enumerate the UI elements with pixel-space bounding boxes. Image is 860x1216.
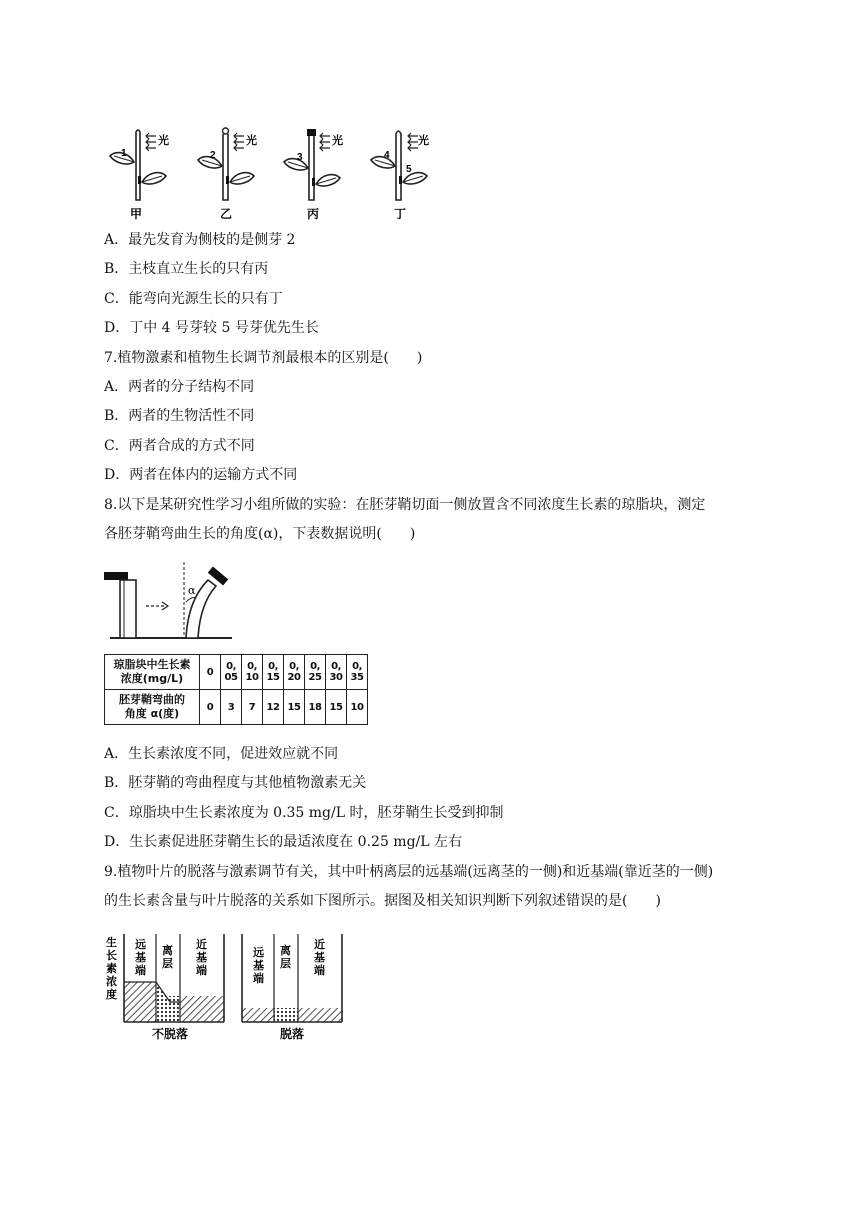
q9-stem-line2: 的生长素含量与叶片脱落的关系如下图所示。据图及相关知识判断下列叙述错误的是( ) (104, 893, 661, 909)
q7-option-d: D．两者在体内的运输方式不同 (104, 467, 298, 483)
table-header-concentration: 琼脂块中生长素 (113, 658, 191, 671)
svg-text:端: 端 (135, 964, 146, 977)
bud-label-1: 1 (121, 148, 127, 159)
svg-text:端: 端 (314, 964, 325, 977)
light-label: 光 (158, 134, 169, 147)
q7-option-b: B．两者的生物活性不同 (104, 408, 255, 424)
q8-option-a: A．生长素浓度不同，促进效应就不同 (104, 746, 339, 762)
shoot-ding (371, 131, 429, 221)
panel-not-abscised (124, 934, 224, 1041)
abscission-figure (104, 930, 352, 1042)
shoot-yi (198, 128, 257, 221)
q8-option-c: C．琼脂块中生长素浓度为 0.35 mg/L 时，胚芽鞘生长受到抑制 (104, 805, 504, 821)
q8-stem-line1: 8.以下是某研究性学习小组所做的实验：在胚芽鞘切面一侧放置含不同浓度生长素的琼脂块，测定 (104, 497, 706, 513)
svg-text:基: 基 (253, 959, 264, 972)
table-row (105, 690, 368, 725)
table-header-concentration-unit: 浓度(mg/L) (120, 672, 184, 685)
shoot-jia (110, 130, 169, 221)
light-label: 光 (418, 134, 429, 147)
table-header-angle-unit: 角度 α(度) (124, 707, 180, 720)
svg-text:基: 基 (196, 951, 207, 964)
svg-text:长: 长 (106, 949, 117, 962)
caption-abscised: 脱落 (280, 1027, 305, 1041)
col-layer-label: 离 (162, 944, 173, 957)
table-cell: 3 (221, 690, 242, 725)
bud-label-4: 4 (384, 150, 390, 161)
q8-stem-line2: 各胚芽鞘弯曲生长的角度(α)，下表数据说明( ) (104, 526, 416, 542)
panel-abscised (242, 934, 342, 1041)
table-header-angle: 胚芽鞘弯曲的 (119, 693, 185, 706)
svg-text:素: 素 (106, 962, 117, 975)
table-cell: 0, 15 (263, 655, 284, 690)
svg-text:端: 端 (253, 972, 264, 985)
table-cell: 10 (347, 690, 368, 725)
alpha-label: α (188, 584, 196, 597)
label-ding: 丁 (394, 207, 407, 221)
label-jia: 甲 (130, 207, 143, 221)
light-label: 光 (332, 134, 343, 147)
q6-option-a: A．最先发育为侧枝的是侧芽 2 (104, 232, 296, 248)
svg-text:基: 基 (314, 951, 325, 964)
table-cell: 15 (284, 690, 305, 725)
coleoptile-figure (104, 560, 236, 642)
y-axis-label (106, 935, 117, 1001)
svg-text:层: 层 (162, 957, 173, 970)
svg-text:离: 离 (280, 944, 291, 957)
table-cell: 0, 25 (305, 655, 326, 690)
q7-option-a: A．两者的分子结构不同 (104, 379, 255, 395)
q8-option-d: D．生长素促进胚芽鞘生长的最适浓度在 0.25 mg/L 左右 (104, 834, 462, 850)
svg-text:度: 度 (106, 988, 117, 1001)
bud-label-5: 5 (406, 164, 412, 175)
table-cell: 0, 10 (242, 655, 263, 690)
table-cell: 18 (305, 690, 326, 725)
svg-text:生: 生 (106, 936, 117, 949)
col-near-label: 近 (196, 938, 207, 951)
table-cell: 0, 20 (284, 655, 305, 690)
table-cell: 7 (242, 690, 263, 725)
q6-option-c: C．能弯向光源生长的只有丁 (104, 291, 283, 307)
svg-text:近: 近 (314, 938, 325, 951)
table-cell: 0, 30 (326, 655, 347, 690)
svg-text:层: 层 (280, 957, 291, 970)
caption-not-abscised: 不脱落 (152, 1027, 189, 1041)
svg-text:远: 远 (253, 946, 264, 959)
table-row (105, 655, 368, 690)
bud-label-2: 2 (210, 150, 216, 161)
shoot-bing (284, 129, 343, 221)
table-cell: 15 (326, 690, 347, 725)
q6-option-b: B．主枝直立生长的只有丙 (104, 261, 269, 277)
table-cell: 0, 35 (347, 655, 368, 690)
table-cell: 0, 05 (221, 655, 242, 690)
svg-text:端: 端 (196, 964, 207, 977)
light-label: 光 (246, 134, 257, 147)
label-bing: 丙 (307, 207, 320, 221)
bud-label-3: 3 (297, 152, 303, 163)
q7-stem: 7.植物激素和植物生长调节剂最根本的区别是( ) (104, 350, 423, 366)
label-yi: 乙 (220, 207, 233, 221)
table-cell: 0 (200, 690, 221, 725)
table-cell: 12 (263, 690, 284, 725)
table-cell: 0 (200, 655, 221, 690)
col-far-label: 远 (135, 938, 146, 951)
shoot-light-figure (100, 126, 440, 224)
q8-data-table (104, 654, 368, 725)
svg-text:浓: 浓 (106, 975, 117, 988)
q7-option-c: C．两者合成的方式不同 (104, 438, 255, 454)
q9-stem-line1: 9.植物叶片的脱落与激素调节有关，其中叶柄离层的远基端(远离茎的一侧)和近基端(靠近茎的一侧) (104, 864, 714, 880)
q8-option-b: B．胚芽鞘的弯曲程度与其他植物激素无关 (104, 775, 367, 791)
svg-text:基: 基 (135, 951, 146, 964)
q6-option-d: D．丁中 4 号芽较 5 号芽优先生长 (104, 320, 319, 336)
